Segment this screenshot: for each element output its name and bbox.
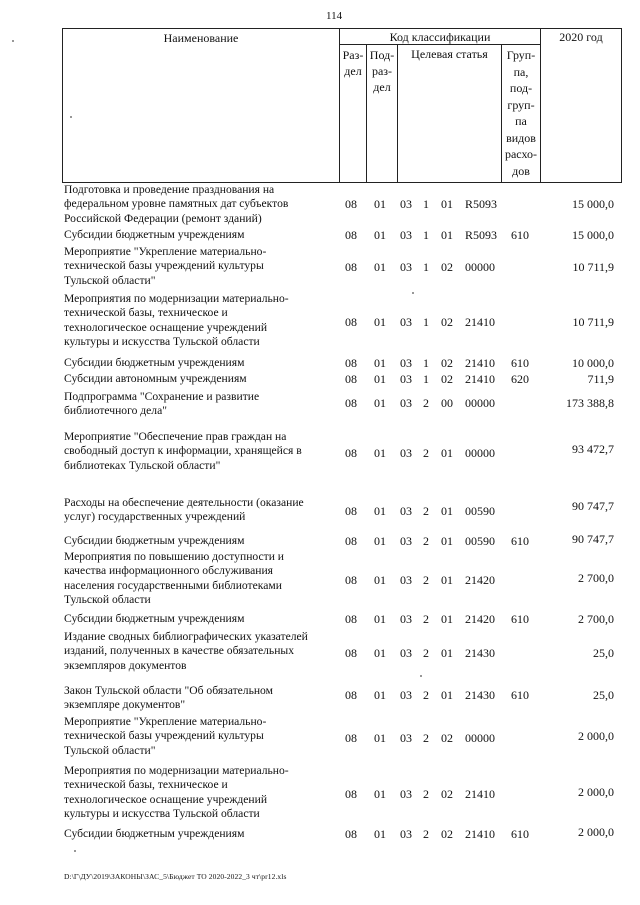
header-group: Груп- па, под- груп- па видов расхо- дов <box>504 48 538 178</box>
podrazdel-code: 01 <box>374 573 386 587</box>
razdel-code: 08 <box>345 356 357 370</box>
row-name: Субсидии бюджетным учреждениям <box>64 356 245 369</box>
target-code-3: 02 <box>441 787 453 801</box>
target-code-1: 03 <box>400 396 412 410</box>
amount: 2 000,0 <box>578 825 614 839</box>
amount: 2 000,0 <box>578 729 614 743</box>
amount: 10 711,9 <box>572 260 614 274</box>
target-code-4: R5093 <box>465 197 498 211</box>
row-name: Мероприятия по модернизации материально- технической базы, техническое и технологическое оснащение учреждений культуры и искусства Тульской области <box>64 292 289 349</box>
target-code-1: 03 <box>400 197 412 211</box>
scan-speck <box>412 292 414 294</box>
row-name: Субсидии бюджетным учреждениям <box>64 827 245 840</box>
target-code-4: 21410 <box>465 827 495 841</box>
target-code-3: 01 <box>441 534 453 548</box>
target-code-1: 03 <box>400 688 412 702</box>
target-code-1: 03 <box>400 260 412 274</box>
target-code-3: 01 <box>441 612 453 626</box>
group-code: 610 <box>511 228 529 242</box>
amount: 93 472,7 <box>572 442 614 456</box>
target-code-2: 2 <box>423 731 429 745</box>
target-code-3: 02 <box>441 356 453 370</box>
target-code-2: 1 <box>423 197 429 211</box>
target-code-1: 03 <box>400 573 412 587</box>
target-code-3: 01 <box>441 688 453 702</box>
header-podrazdel: Под- раз- дел <box>369 48 395 94</box>
group-code: 610 <box>511 356 529 370</box>
razdel-code: 08 <box>345 228 357 242</box>
target-code-3: 02 <box>441 372 453 386</box>
group-code: 620 <box>511 372 529 386</box>
target-code-4: 21410 <box>465 372 495 386</box>
target-code-4: 00000 <box>465 396 495 410</box>
target-code-4: 21430 <box>465 646 495 660</box>
amount: 2 700,0 <box>578 612 614 626</box>
target-code-1: 03 <box>400 534 412 548</box>
target-code-2: 2 <box>423 646 429 660</box>
target-code-3: 01 <box>441 504 453 518</box>
scan-speck <box>12 40 14 42</box>
target-code-4: 00000 <box>465 260 495 274</box>
podrazdel-code: 01 <box>374 787 386 801</box>
razdel-code: 08 <box>345 315 357 329</box>
razdel-code: 08 <box>345 573 357 587</box>
target-code-3: 01 <box>441 228 453 242</box>
group-code: 610 <box>511 612 529 626</box>
row-name: Мероприятия по модернизации материально- технической базы, техническое и технологическое оснащение учреждений культуры и искусства Тульской области <box>64 764 289 821</box>
target-code-4: R5093 <box>465 228 498 242</box>
row-name: Подпрограмма "Сохранение и развитие библиотечного дела" <box>64 390 260 418</box>
amount: 25,0 <box>593 688 614 702</box>
file-path-footer: D:\Г\ДУ\2019\ЗАКОНЫ\ЗАС_5\Бюджет ТО 2020-2022_3 чт\pr12.xls <box>64 872 287 881</box>
target-code-3: 01 <box>441 197 453 211</box>
row-name: Расходы на обеспечение деятельности (оказание услуг) государственных учреждений <box>64 496 304 524</box>
target-code-1: 03 <box>400 315 412 329</box>
target-code-3: 02 <box>441 315 453 329</box>
row-name: Субсидии бюджетным учреждениям <box>64 534 245 547</box>
target-code-1: 03 <box>400 446 412 460</box>
razdel-code: 08 <box>345 612 357 626</box>
target-code-2: 2 <box>423 446 429 460</box>
amount: 90 747,7 <box>572 532 614 546</box>
target-code-2: 1 <box>423 228 429 242</box>
target-code-4: 00590 <box>465 534 495 548</box>
target-code-4: 21410 <box>465 315 495 329</box>
target-code-2: 2 <box>423 827 429 841</box>
target-code-3: 01 <box>441 573 453 587</box>
podrazdel-code: 01 <box>374 315 386 329</box>
podrazdel-code: 01 <box>374 612 386 626</box>
target-code-1: 03 <box>400 787 412 801</box>
target-code-1: 03 <box>400 356 412 370</box>
header-name: Наименование <box>163 31 239 45</box>
row-name: Мероприятие "Укрепление материально- технической базы учреждений культуры Тульской области" <box>64 245 267 287</box>
razdel-code: 08 <box>345 396 357 410</box>
target-code-4: 21420 <box>465 612 495 626</box>
target-code-2: 1 <box>423 260 429 274</box>
row-name: Субсидии бюджетным учреждениям <box>64 228 245 241</box>
amount: 90 747,7 <box>572 499 614 513</box>
podrazdel-code: 01 <box>374 688 386 702</box>
razdel-code: 08 <box>345 787 357 801</box>
target-code-1: 03 <box>400 612 412 626</box>
target-code-2: 2 <box>423 504 429 518</box>
header-name-cell <box>62 28 340 183</box>
target-code-1: 03 <box>400 731 412 745</box>
row-name: Субсидии бюджетным учреждениям <box>64 612 245 625</box>
razdel-code: 08 <box>345 688 357 702</box>
group-code: 610 <box>511 688 529 702</box>
target-code-4: 00590 <box>465 504 495 518</box>
amount: 2 700,0 <box>578 571 614 585</box>
podrazdel-code: 01 <box>374 446 386 460</box>
group-code: 610 <box>511 534 529 548</box>
podrazdel-code: 01 <box>374 534 386 548</box>
amount: 25,0 <box>593 646 614 660</box>
group-code: 610 <box>511 827 529 841</box>
target-code-1: 03 <box>400 827 412 841</box>
amount: 15 000,0 <box>572 228 614 242</box>
target-code-2: 1 <box>423 356 429 370</box>
razdel-code: 08 <box>345 731 357 745</box>
amount: 173 388,8 <box>566 396 614 410</box>
target-code-3: 01 <box>441 446 453 460</box>
razdel-code: 08 <box>345 534 357 548</box>
target-code-4: 21420 <box>465 573 495 587</box>
scan-speck <box>74 850 76 852</box>
razdel-code: 08 <box>345 372 357 386</box>
target-code-2: 2 <box>423 787 429 801</box>
podrazdel-code: 01 <box>374 228 386 242</box>
target-code-1: 03 <box>400 504 412 518</box>
target-code-3: 02 <box>441 827 453 841</box>
header-target: Целевая статья <box>411 47 488 61</box>
header-classification: Код классификации <box>389 30 491 44</box>
header-target-cell <box>397 44 502 183</box>
target-code-2: 1 <box>423 372 429 386</box>
razdel-code: 08 <box>345 446 357 460</box>
podrazdel-code: 01 <box>374 504 386 518</box>
podrazdel-code: 01 <box>374 372 386 386</box>
page-number: 114 <box>326 10 343 22</box>
target-code-4: 21430 <box>465 688 495 702</box>
podrazdel-code: 01 <box>374 646 386 660</box>
target-code-2: 2 <box>423 534 429 548</box>
amount: 2 000,0 <box>578 785 614 799</box>
header-razdel: Раз- дел <box>342 48 364 78</box>
row-name: Мероприятия по повышению доступности и качества информационного обслуживания населения государственными библиотеками Тульской области <box>64 550 284 607</box>
target-code-2: 1 <box>423 315 429 329</box>
header-year: 2020 год <box>559 30 603 44</box>
podrazdel-code: 01 <box>374 356 386 370</box>
amount: 10 000,0 <box>572 356 614 370</box>
razdel-code: 08 <box>345 646 357 660</box>
razdel-code: 08 <box>345 260 357 274</box>
podrazdel-code: 01 <box>374 827 386 841</box>
podrazdel-code: 01 <box>374 197 386 211</box>
row-name: Подготовка и проведение празднования на федеральном уровне памятных дат субъектов Российской Федерации (ремонт зданий) <box>64 183 289 225</box>
razdel-code: 08 <box>345 827 357 841</box>
target-code-3: 02 <box>441 260 453 274</box>
target-code-1: 03 <box>400 646 412 660</box>
target-code-2: 2 <box>423 396 429 410</box>
target-code-2: 2 <box>423 688 429 702</box>
amount: 15 000,0 <box>572 197 614 211</box>
podrazdel-code: 01 <box>374 731 386 745</box>
target-code-1: 03 <box>400 372 412 386</box>
header-year-cell <box>540 28 622 183</box>
target-code-3: 00 <box>441 396 453 410</box>
row-name: Издание сводных библиографических указателей изданий, полученных в качестве обязательных экземпляров документов <box>64 630 308 672</box>
target-code-1: 03 <box>400 228 412 242</box>
target-code-4: 00000 <box>465 446 495 460</box>
row-name: Мероприятие "Обеспечение прав граждан на свободный доступ к информации, хранящейся в библиотеках Тульской области" <box>64 430 302 472</box>
row-name: Закон Тульской области "Об обязательном экземпляре документов" <box>64 684 273 712</box>
target-code-4: 21410 <box>465 356 495 370</box>
podrazdel-code: 01 <box>374 396 386 410</box>
scan-speck <box>420 675 422 677</box>
target-code-4: 21410 <box>465 787 495 801</box>
razdel-code: 08 <box>345 197 357 211</box>
scan-speck <box>70 116 72 118</box>
target-code-3: 01 <box>441 646 453 660</box>
target-code-4: 00000 <box>465 731 495 745</box>
row-name: Мероприятие "Укрепление материально- технической базы учреждений культуры Тульской области" <box>64 715 267 757</box>
amount: 10 711,9 <box>572 315 614 329</box>
target-code-2: 2 <box>423 573 429 587</box>
amount: 711,9 <box>587 372 614 386</box>
target-code-3: 02 <box>441 731 453 745</box>
target-code-2: 2 <box>423 612 429 626</box>
razdel-code: 08 <box>345 504 357 518</box>
row-name: Субсидии автономным учреждениям <box>64 372 247 385</box>
podrazdel-code: 01 <box>374 260 386 274</box>
